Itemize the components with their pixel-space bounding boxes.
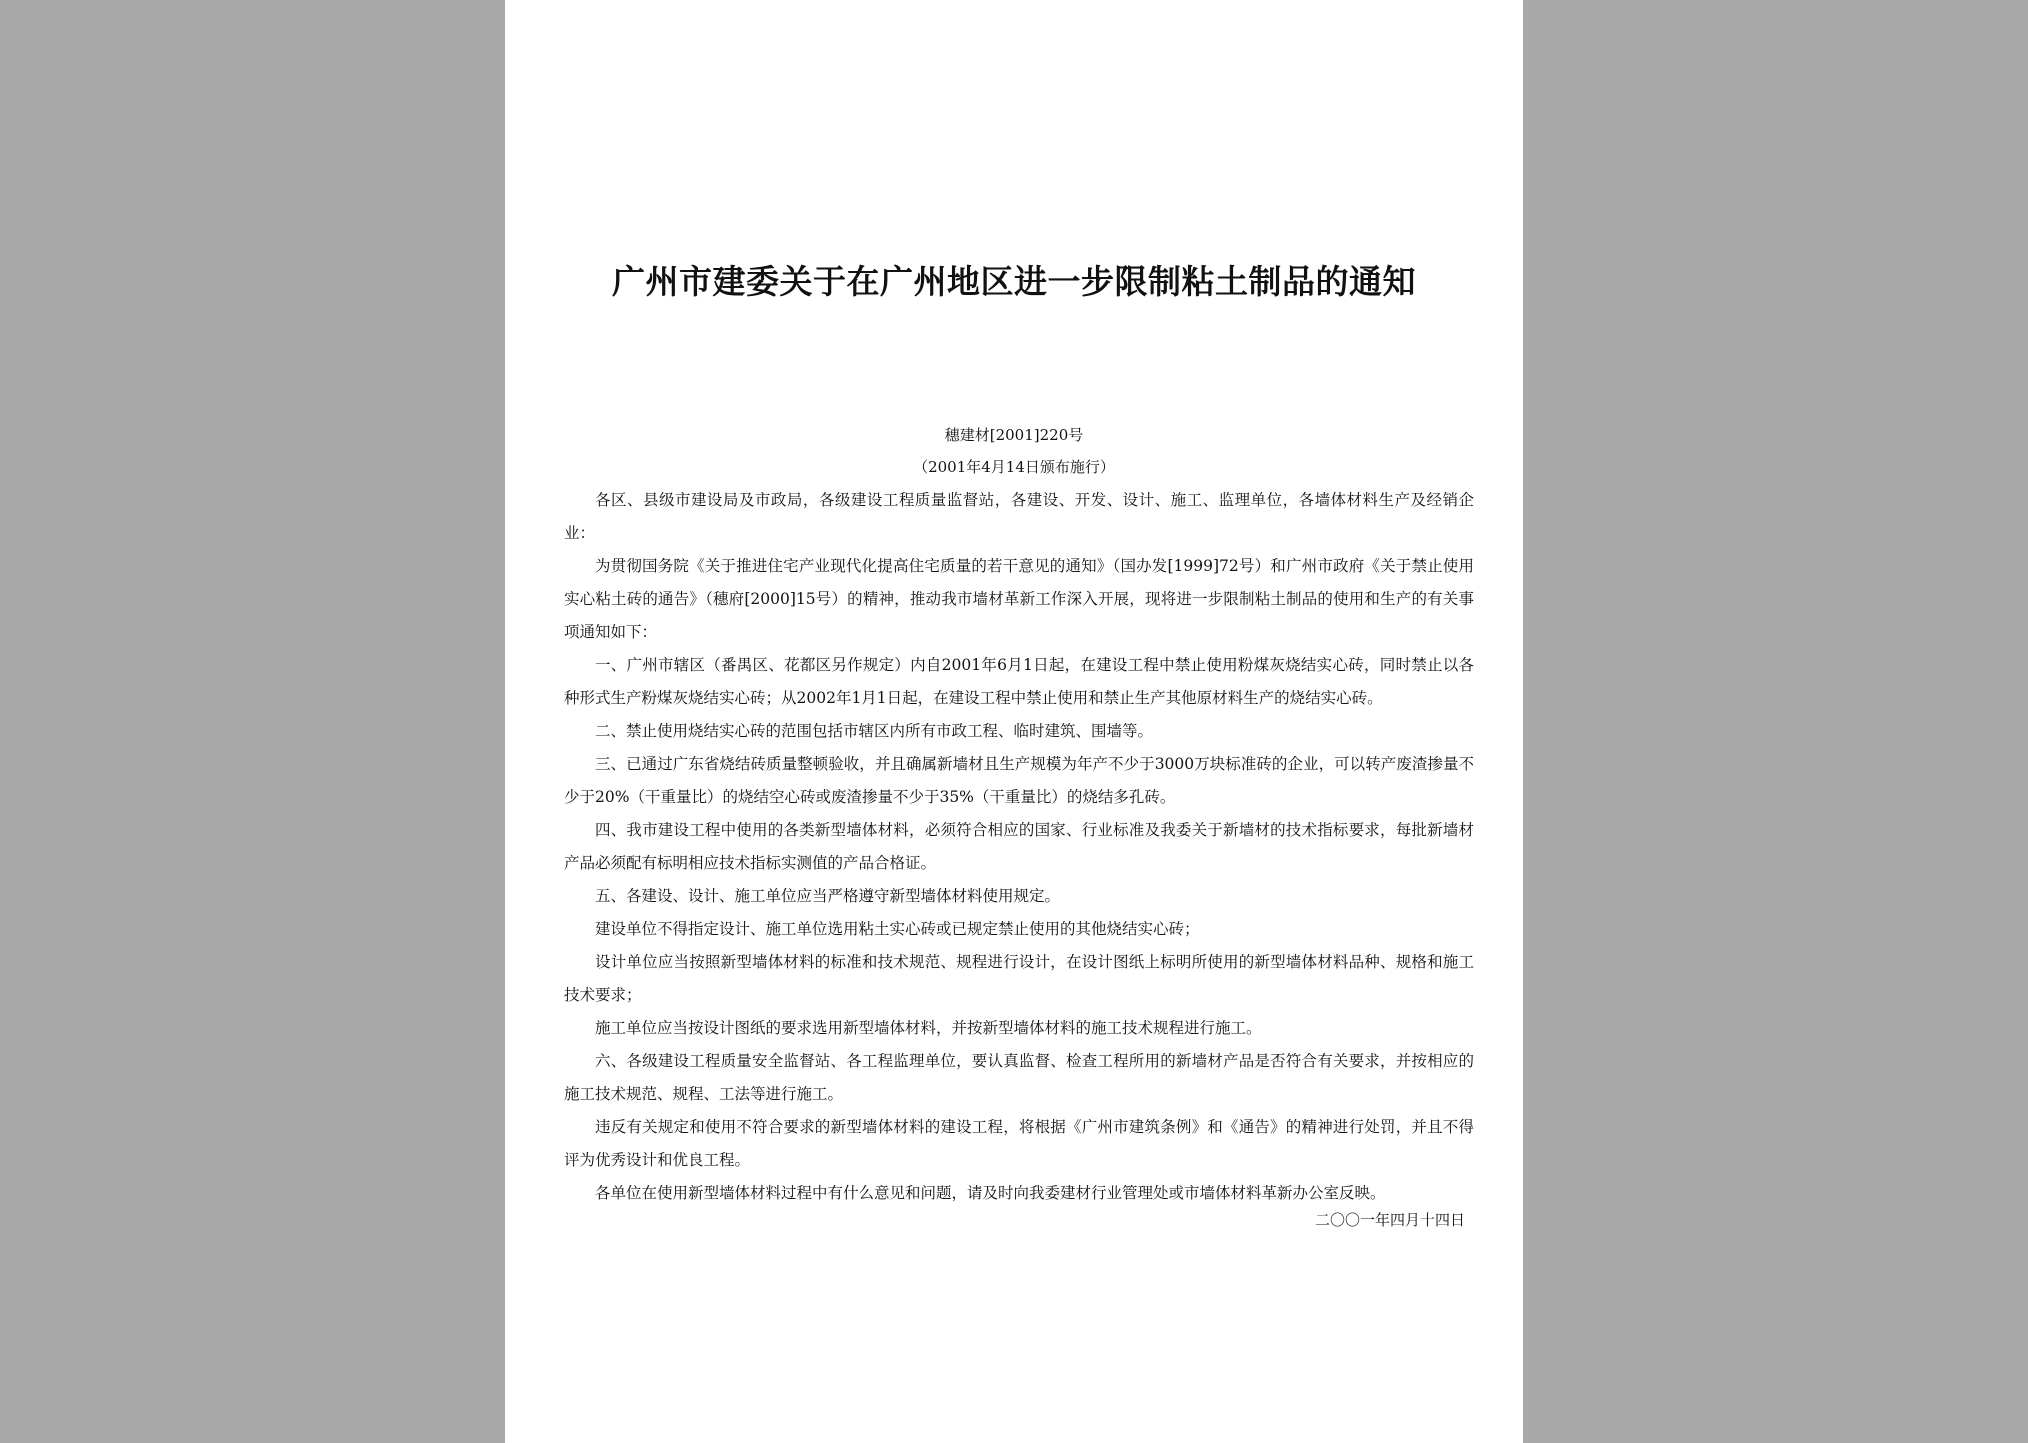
paragraph-item-1: 一、广州市辖区（番禺区、花都区另作规定）内自2001年6月1日起，在建设工程中禁止使用粉煤灰烧结实心砖，同时禁止以各种形式生产粉煤灰烧结实心砖；从2002年1月1日起，在建设工程中禁止使用和禁止生产其他原材料生产的烧结实心砖。 [564, 656, 1474, 707]
paragraph-designer-rule: 设计单位应当按照新型墙体材料的标准和技术规范、规程进行设计，在设计图纸上标明所使用的新型墙体材料品种、规格和施工技术要求； [564, 953, 1474, 1004]
paragraph-contractor-rule: 施工单位应当按设计图纸的要求选用新型墙体材料，并按新型墙体材料的施工技术规程进行施工。 [595, 1019, 1262, 1037]
paragraph-item-4: 四、我市建设工程中使用的各类新型墙体材料，必须符合相应的国家、行业标准及我委关于新墙材的技术指标要求，每批新墙材产品必须配有标明相应技术指标实测值的产品合格证。 [564, 821, 1474, 872]
paragraph-item-3: 三、已通过广东省烧结砖质量整顿验收，并且确属新墙材且生产规模为年产不少于3000万块标准砖的企业，可以转产废渣掺量不少于20%（干重量比）的烧结空心砖或废渣掺量不少于35%（干重量比）的烧结多孔砖。 [564, 755, 1474, 806]
paragraph-item-2: 二、禁止使用烧结实心砖的范围包括市辖区内所有市政工程、临时建筑、围墙等。 [595, 722, 1154, 740]
paragraph-penalty: 违反有关规定和使用不符合要求的新型墙体材料的建设工程，将根据《广州市建筑条例》和《通告》的精神进行处罚，并且不得评为优秀设计和优良工程。 [564, 1118, 1474, 1169]
paragraph-intro: 为贯彻国务院《关于推进住宅产业现代化提高住宅质量的若干意见的通知》（国办发[1999]72号）和广州市政府《关于禁止使用实心粘土砖的通告》（穗府[2000]15号）的精神，推动我市墙材革新工作深入开展，现将进一步限制粘土制品的使用和生产的有关事项通知如下： [564, 557, 1474, 641]
document-number: 穗建材[2001]220号 [944, 426, 1084, 444]
issue-date: （2001年4月14日颁布施行） [913, 458, 1115, 476]
paragraph-item-6: 六、各级建设工程质量安全监督站、各工程监理单位，要认真监督、检查工程所用的新墙材产品是否符合有关要求，并按相应的施工技术规范、规程、工法等进行施工。 [564, 1052, 1474, 1103]
paragraph-item-5: 五、各建设、设计、施工单位应当严格遵守新型墙体材料使用规定。 [595, 887, 1061, 905]
document-page [505, 0, 1523, 1443]
paragraph-addressees: 各区、县级市建设局及市政局，各级建设工程质量监督站，各建设、开发、设计、施工、监理单位，各墙体材料生产及经销企业： [564, 491, 1474, 542]
paragraph-feedback: 各单位在使用新型墙体材料过程中有什么意见和问题，请及时向我委建材行业管理处或市墙体材料革新办公室反映。 [595, 1184, 1386, 1202]
document-body [564, 484, 1474, 1210]
document-title: 广州市建委关于在广州地区进一步限制粘土制品的通知 [612, 262, 1416, 301]
paragraph-builder-rule: 建设单位不得指定设计、施工单位选用粘土实心砖或已规定禁止使用的其他烧结实心砖； [595, 920, 1200, 938]
signature-date: 二〇〇一年四月十四日 [1314, 1211, 1465, 1229]
